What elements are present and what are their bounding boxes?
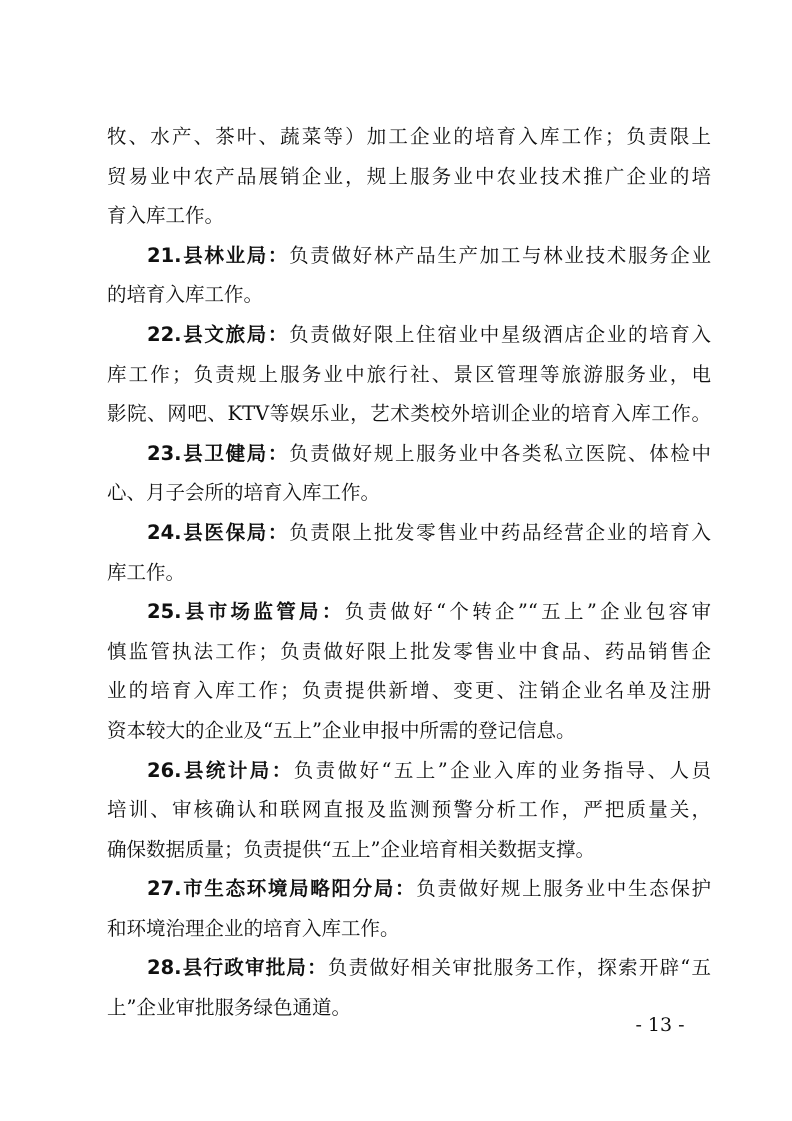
section-22-heading: 22.县文旅局： xyxy=(147,322,290,346)
section-28-line: 上”企业审批服务绿色通道。 xyxy=(107,996,351,1020)
section-24-line: 库工作。 xyxy=(107,560,186,584)
section-23-first-line xyxy=(107,434,711,474)
section-25-first-line xyxy=(107,592,711,632)
intro-line: 牧、水产、茶叶、蔬菜等）加工企业的培育入库工作；负责限上 xyxy=(107,125,711,148)
section-26-line: 培训、审核确认和联网直报及监测预警分析工作，严把质量关， xyxy=(107,798,711,822)
page-number: - 13 - xyxy=(635,1014,685,1036)
section-28-first-line xyxy=(107,948,711,988)
intro-line: 育入库工作。 xyxy=(107,204,225,228)
section-25-line: 资本较大的企业及“五上”企业申报中所需的登记信息。 xyxy=(107,718,576,742)
section-23-text: 负责做好规上服务业中各类私立医院、体检中 xyxy=(289,441,711,465)
section-25-line: 慎监管执法工作；负责做好限上批发零售业中食品、药品销售企 xyxy=(107,639,711,663)
document-body xyxy=(107,117,711,1028)
section-23-heading: 23.县卫健局： xyxy=(147,441,290,465)
section-26-first-line xyxy=(107,751,711,791)
section-23-line: 心、月子会所的培育入库工作。 xyxy=(107,481,381,505)
section-21-first-line xyxy=(107,236,711,276)
section-25-heading: 25.县市场监管局： xyxy=(147,600,345,624)
section-25-text: 负责做好“个转企”“五上”企业包容审 xyxy=(344,600,711,624)
section-25-line: 业的培育入库工作；负责提供新增、变更、注销企业名单及注册 xyxy=(107,679,711,703)
section-21-heading: 21.县林业局： xyxy=(147,243,290,267)
section-22-line: 库工作；负责规上服务业中旅行社、景区管理等旅游服务业，电 xyxy=(107,362,711,386)
section-26-line: 确保数据质量；负责提供“五上”企业培育相关数据支撑。 xyxy=(107,837,595,861)
section-22-line: 影院、网吧、KTV等娱乐业，艺术类校外培训企业的培育入库工作。 xyxy=(107,402,711,426)
section-28-text: 负责做好相关审批服务工作，探索开辟“五 xyxy=(327,956,711,980)
section-24-first-line xyxy=(107,513,711,553)
section-24-heading: 24.县医保局： xyxy=(147,520,290,544)
section-26-heading: 26.县统计局： xyxy=(147,758,294,782)
section-27-first-line xyxy=(107,869,711,909)
intro-line: 贸易业中农产品展销企业，规上服务业中农业技术推广企业的培 xyxy=(107,164,711,188)
section-24-text: 负责限上批发零售业中药品经营企业的培育入 xyxy=(289,520,711,544)
section-21-text: 负责做好林产品生产加工与林业技术服务企业 xyxy=(289,243,711,267)
section-27-line: 和环境治理企业的培育入库工作。 xyxy=(107,916,400,940)
section-21-line: 的培育入库工作。 xyxy=(107,283,264,307)
section-22-text: 负责做好限上住宿业中星级酒店企业的培育入 xyxy=(289,322,711,346)
section-26-text: 负责做好“五上”企业入库的业务指导、人员 xyxy=(293,758,711,782)
section-27-text: 负责做好规上服务业中生态保护 xyxy=(416,877,711,901)
section-22-first-line xyxy=(107,315,711,355)
section-27-heading: 27.市生态环境局略阳分局： xyxy=(147,877,417,901)
section-28-heading: 28.县行政审批局： xyxy=(147,956,328,980)
